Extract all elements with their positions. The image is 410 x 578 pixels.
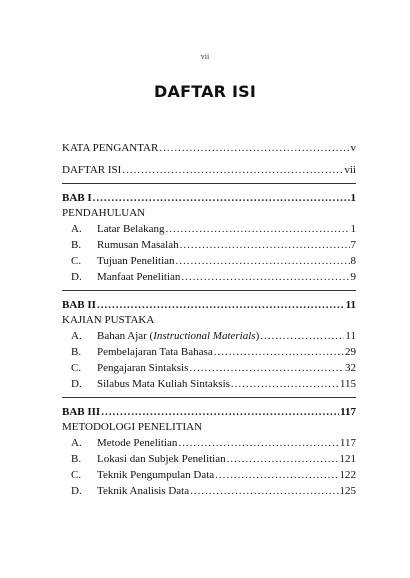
toc-item[interactable] [62, 221, 356, 237]
item-label-italic: Instructional Materials [153, 330, 256, 342]
item-label: Silabus Mata Kuliah Sintaksis [97, 378, 230, 390]
item-label-pre: Bahan Ajar ( [97, 330, 154, 342]
item-label: Teknik Pengumpulan Data [97, 469, 215, 481]
divider [62, 183, 356, 184]
chapter-page: 117 [340, 406, 356, 418]
item-page: 117 [339, 437, 356, 449]
item-letter: B. [71, 453, 82, 465]
dot-leader [190, 483, 338, 499]
item-page: 11 [345, 330, 356, 342]
dot-leader [101, 404, 339, 420]
item-letter: C. [71, 255, 82, 267]
dot-leader [189, 360, 344, 376]
item-page: 29 [345, 346, 356, 358]
dot-leader [260, 328, 344, 344]
item-letter: D. [71, 378, 82, 390]
item-letter: A. [71, 223, 82, 235]
chapter-subtitle: PENDAHULUAN [62, 207, 146, 219]
toc-item[interactable] [62, 253, 356, 269]
item-letter: A. [71, 437, 82, 449]
toc-entry-page: v [350, 142, 356, 154]
toc-entry-label: DAFTAR ISI [62, 164, 122, 176]
chapter-subtitle: METODOLOGI PENELITIAN [62, 421, 203, 433]
toc-item[interactable] [62, 451, 356, 467]
page-number: vii [200, 52, 210, 61]
item-label: Latar Belakang [97, 223, 165, 235]
dot-leader [181, 269, 349, 285]
item-letter: C. [71, 362, 82, 374]
toc-item[interactable] [62, 376, 356, 392]
item-letter: D. [71, 271, 82, 283]
item-label: Metode Penelitian [97, 437, 178, 449]
chapter-page: 1 [350, 192, 356, 204]
page-title: DAFTAR ISI [154, 82, 256, 101]
item-label: Teknik Analisis Data [97, 485, 190, 497]
toc-item[interactable] [62, 360, 356, 376]
toc-entry-kata-pengantar[interactable] [62, 140, 356, 156]
chapter-heading: BAB III [62, 406, 101, 418]
item-letter: D. [71, 485, 82, 497]
dot-leader [166, 221, 350, 237]
toc-item[interactable] [62, 328, 356, 344]
toc-chapter-bab-2[interactable] [62, 297, 356, 313]
chapter-heading: BAB I [62, 192, 92, 204]
toc-item[interactable] [62, 344, 356, 360]
item-page: 115 [339, 378, 356, 390]
item-label: Pengajaran Sintaksis [97, 362, 189, 374]
toc-item[interactable] [62, 269, 356, 285]
item-label: Lokasi dan Subjek Penelitian [97, 453, 226, 465]
item-page: 125 [339, 485, 356, 497]
dot-leader [214, 344, 344, 360]
dot-leader [97, 297, 345, 313]
dot-leader [93, 190, 350, 206]
item-page: 1 [350, 223, 356, 235]
item-label: Pembelajaran Tata Bahasa [97, 346, 213, 358]
toc-entry-daftar-isi[interactable] [62, 162, 356, 178]
toc-item[interactable] [62, 435, 356, 451]
chapter-heading: BAB II [62, 299, 96, 311]
item-label-post: ) [255, 330, 260, 342]
item-letter: A. [71, 330, 82, 342]
item-letter: B. [71, 346, 82, 358]
dot-leader [159, 140, 349, 156]
toc-item[interactable] [62, 467, 356, 483]
dot-leader [178, 435, 339, 451]
item-page: 7 [350, 239, 356, 251]
toc-item[interactable] [62, 483, 356, 499]
dot-leader [176, 253, 350, 269]
item-page: 121 [339, 453, 356, 465]
toc-entry-label: KATA PENGANTAR [62, 142, 159, 154]
toc-item[interactable] [62, 237, 356, 253]
dot-leader [122, 162, 343, 178]
item-label [97, 328, 259, 344]
item-page: 122 [339, 469, 356, 481]
toc-entry-page: vii [344, 164, 356, 176]
dot-leader [215, 467, 338, 483]
item-page: 8 [350, 255, 356, 267]
item-page: 32 [345, 362, 356, 374]
dot-leader [231, 376, 339, 392]
toc-chapter-bab-1[interactable] [62, 190, 356, 206]
divider [62, 290, 356, 291]
dot-leader [227, 451, 339, 467]
toc-chapter-bab-3[interactable] [62, 404, 356, 420]
table-of-contents [62, 140, 356, 499]
item-label: Tujuan Penelitian [97, 255, 175, 267]
chapter-subtitle: KAJIAN PUSTAKA [62, 314, 155, 326]
item-page: 9 [350, 271, 356, 283]
item-letter: B. [71, 239, 82, 251]
dot-leader [180, 237, 350, 253]
item-letter: C. [71, 469, 82, 481]
item-label: Rumusan Masalah [97, 239, 179, 251]
divider [62, 397, 356, 398]
item-label: Manfaat Penelitian [97, 271, 181, 283]
chapter-page: 11 [345, 299, 356, 311]
